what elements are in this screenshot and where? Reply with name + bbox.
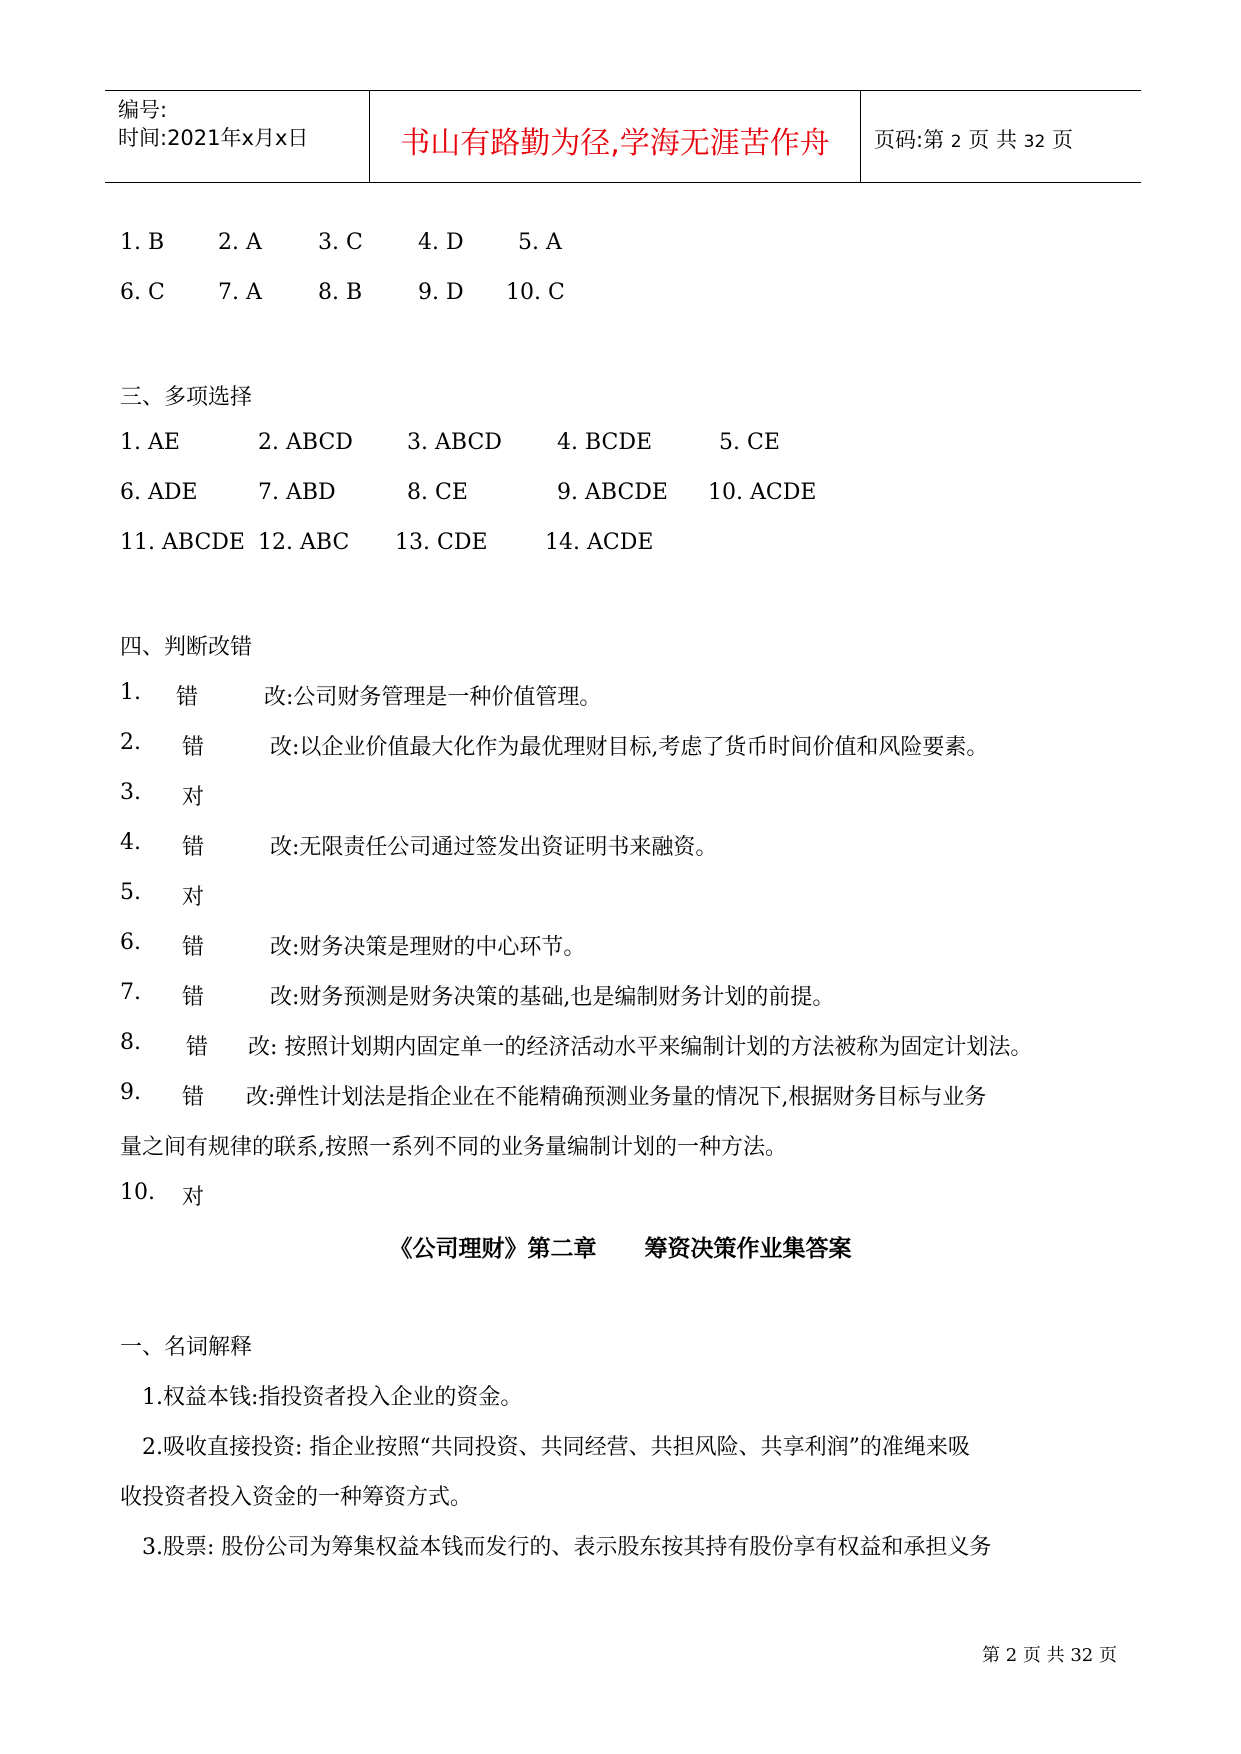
tf-correction: 改:财务预测是财务决策的基础,也是编制财务计划的前提。 bbox=[270, 985, 835, 1010]
chapter-title: 《公司理财》第二章 筹资决策作业集答案 bbox=[389, 1235, 852, 1262]
tf-number: 9. bbox=[120, 1080, 141, 1105]
header-motto: 书山有路勤为径,学海无涯苦作舟 bbox=[400, 126, 830, 161]
tf-correction: 改:公司财务管理是一种价值管理。 bbox=[264, 685, 602, 710]
multi-answer: 9. ABCDE bbox=[557, 480, 668, 505]
single-answer: 1. B bbox=[120, 230, 165, 255]
multi-answer: 6. ADE bbox=[120, 480, 198, 505]
tf-number: 10. bbox=[120, 1180, 155, 1205]
single-answer: 6. C bbox=[120, 280, 165, 305]
multi-answer: 13. CDE bbox=[395, 530, 488, 555]
term-definition: 1.权益本钱:指投资者投入企业的资金。 bbox=[142, 1385, 523, 1410]
tf-verdict: 错 bbox=[182, 935, 205, 960]
multi-answer: 14. ACDE bbox=[545, 530, 654, 555]
multi-answer: 5. CE bbox=[719, 430, 780, 455]
multi-answer: 2. ABCD bbox=[258, 430, 353, 455]
tf-verdict: 对 bbox=[182, 785, 205, 810]
tf-number: 2. bbox=[120, 730, 141, 755]
tf-correction-continued: 量之间有规律的联系,按照一系列不同的业务量编制计划的一种方法。 bbox=[120, 1135, 787, 1160]
tf-number: 7. bbox=[120, 980, 141, 1005]
multi-answer: 7. ABD bbox=[258, 480, 336, 505]
single-answer: 2. A bbox=[218, 230, 262, 255]
multi-answer: 12. ABC bbox=[258, 530, 350, 555]
header-time-label: 时间:2021年x月x日 bbox=[118, 126, 309, 150]
header-page-current: 2 bbox=[950, 132, 962, 152]
header-divider-right bbox=[860, 90, 861, 182]
single-answer: 7. A bbox=[218, 280, 262, 305]
tf-correction: 改:无限责任公司通过签发出资证明书来融资。 bbox=[270, 835, 718, 860]
section-title-true-false: 四、判断改错 bbox=[120, 635, 253, 660]
single-answer: 4. D bbox=[418, 230, 464, 255]
header-page-mid: 页 共 bbox=[968, 128, 1017, 152]
tf-number: 3. bbox=[120, 780, 141, 805]
term-definition: 3.股票: 股份公司为筹集权益本钱而发行的、表示股东按其持有股份享有权益和承担义务 bbox=[142, 1535, 992, 1560]
tf-number: 5. bbox=[120, 880, 141, 905]
tf-number: 6. bbox=[120, 930, 141, 955]
tf-verdict: 错 bbox=[182, 1085, 205, 1110]
tf-number: 4. bbox=[120, 830, 141, 855]
header-page-pre: 页码:第 bbox=[874, 128, 945, 152]
header-divider-left bbox=[369, 90, 370, 182]
single-answer: 10. C bbox=[506, 280, 565, 305]
multi-answer: 1. AE bbox=[120, 430, 180, 455]
section-title-terms: 一、名词解释 bbox=[120, 1335, 253, 1360]
multi-answer: 4. BCDE bbox=[557, 430, 653, 455]
single-answer: 9. D bbox=[418, 280, 464, 305]
tf-correction: 改: 按照计划期内固定单一的经济活动水平来编制计划的方法被称为固定计划法。 bbox=[248, 1035, 1033, 1060]
section-title-multi-choice: 三、多项选择 bbox=[120, 385, 253, 410]
single-answer: 8. B bbox=[318, 280, 363, 305]
header-page-post: 页 bbox=[1051, 128, 1073, 152]
header-top-rule bbox=[105, 90, 1141, 91]
header-page-label bbox=[874, 124, 1073, 154]
single-answer: 5. A bbox=[518, 230, 562, 255]
multi-answer: 3. ABCD bbox=[407, 430, 502, 455]
tf-number: 1. bbox=[120, 680, 141, 705]
tf-verdict: 错 bbox=[182, 835, 205, 860]
term-definition-continued: 收投资者投入资金的一种筹资方式。 bbox=[120, 1485, 473, 1510]
header-page-total: 32 bbox=[1023, 132, 1046, 152]
page-footer: 第 2 页 共 32 页 bbox=[982, 1645, 1117, 1666]
tf-verdict: 错 bbox=[182, 985, 205, 1010]
multi-answer: 8. CE bbox=[407, 480, 468, 505]
tf-verdict: 错 bbox=[182, 735, 205, 760]
tf-correction: 改:以企业价值最大化作为最优理财目标,考虑了货币时间价值和风险要素。 bbox=[270, 735, 989, 760]
tf-verdict: 错 bbox=[186, 1035, 209, 1060]
header-bottom-rule bbox=[105, 182, 1141, 183]
single-answer: 3. C bbox=[318, 230, 363, 255]
tf-correction: 改:弹性计划法是指企业在不能精确预测业务量的情况下,根据财务目标与业务 bbox=[246, 1085, 987, 1110]
tf-verdict: 对 bbox=[182, 1185, 205, 1210]
header-serial-label: 编号: bbox=[118, 98, 168, 122]
tf-number: 8. bbox=[120, 1030, 141, 1055]
multi-answer: 11. ABCDE bbox=[120, 530, 245, 555]
term-definition: 2.吸收直接投资: 指企业按照“共同投资、共同经营、共担风险、共享利润”的准绳来吸 bbox=[142, 1435, 970, 1460]
tf-verdict: 对 bbox=[182, 885, 205, 910]
tf-correction: 改:财务决策是理财的中心环节。 bbox=[270, 935, 586, 960]
tf-verdict: 错 bbox=[176, 685, 199, 710]
multi-answer: 10. ACDE bbox=[708, 480, 817, 505]
